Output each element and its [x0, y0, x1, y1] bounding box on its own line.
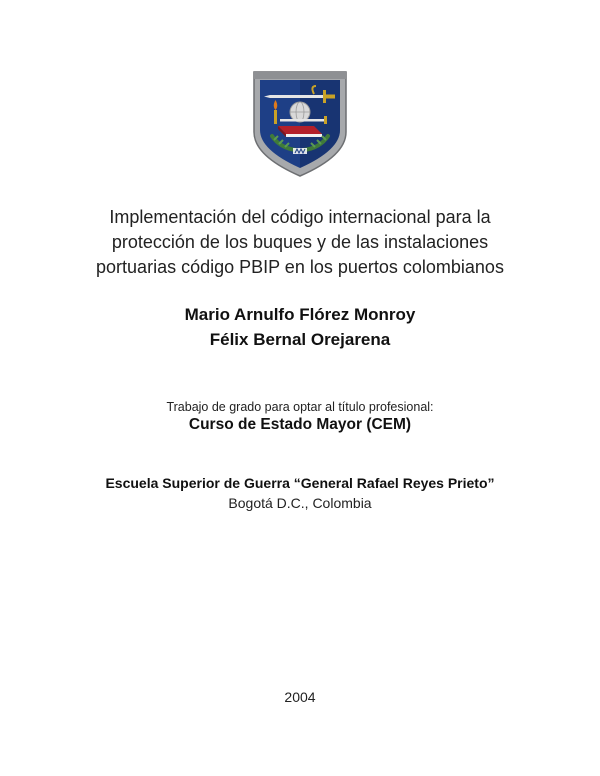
crest-top-bar [254, 72, 346, 79]
emblem-icon [293, 148, 307, 154]
school-crest-icon [252, 70, 348, 178]
crest-graphic [252, 70, 348, 178]
torch-handle [274, 110, 277, 124]
degree-title: Curso de Estado Mayor (CEM) [188, 416, 412, 433]
book-pages [286, 134, 322, 137]
thesis-title-line: portuarias código PBIP en los puertos colombianos [96, 257, 504, 277]
school-name: Escuela Superior de Guerra “General Rafael Reyes Prieto” [105, 475, 495, 491]
authors [40, 302, 560, 352]
thesis-title [40, 205, 560, 280]
publication-year: 2004 [284, 689, 316, 705]
sword-guard [323, 90, 326, 103]
thesis-title-line: protección de los buques y de las instalaciones [111, 232, 489, 252]
torch-icon [274, 100, 278, 124]
author-name: Mario Arnulfo Flórez Monroy [184, 305, 416, 324]
thesis-title-line: Implementación del código internacional para la [109, 207, 491, 227]
anchor-bar [280, 119, 326, 122]
anchor-bar-end [324, 116, 327, 124]
degree-intro: Trabajo de grado para optar al título profesional: [166, 400, 434, 414]
author-name: Félix Bernal Orejarena [209, 330, 391, 349]
location: Bogotá D.C., Colombia [228, 495, 372, 511]
book-icon [278, 126, 322, 137]
sword-grip [326, 95, 335, 99]
sword-blade [270, 95, 324, 98]
